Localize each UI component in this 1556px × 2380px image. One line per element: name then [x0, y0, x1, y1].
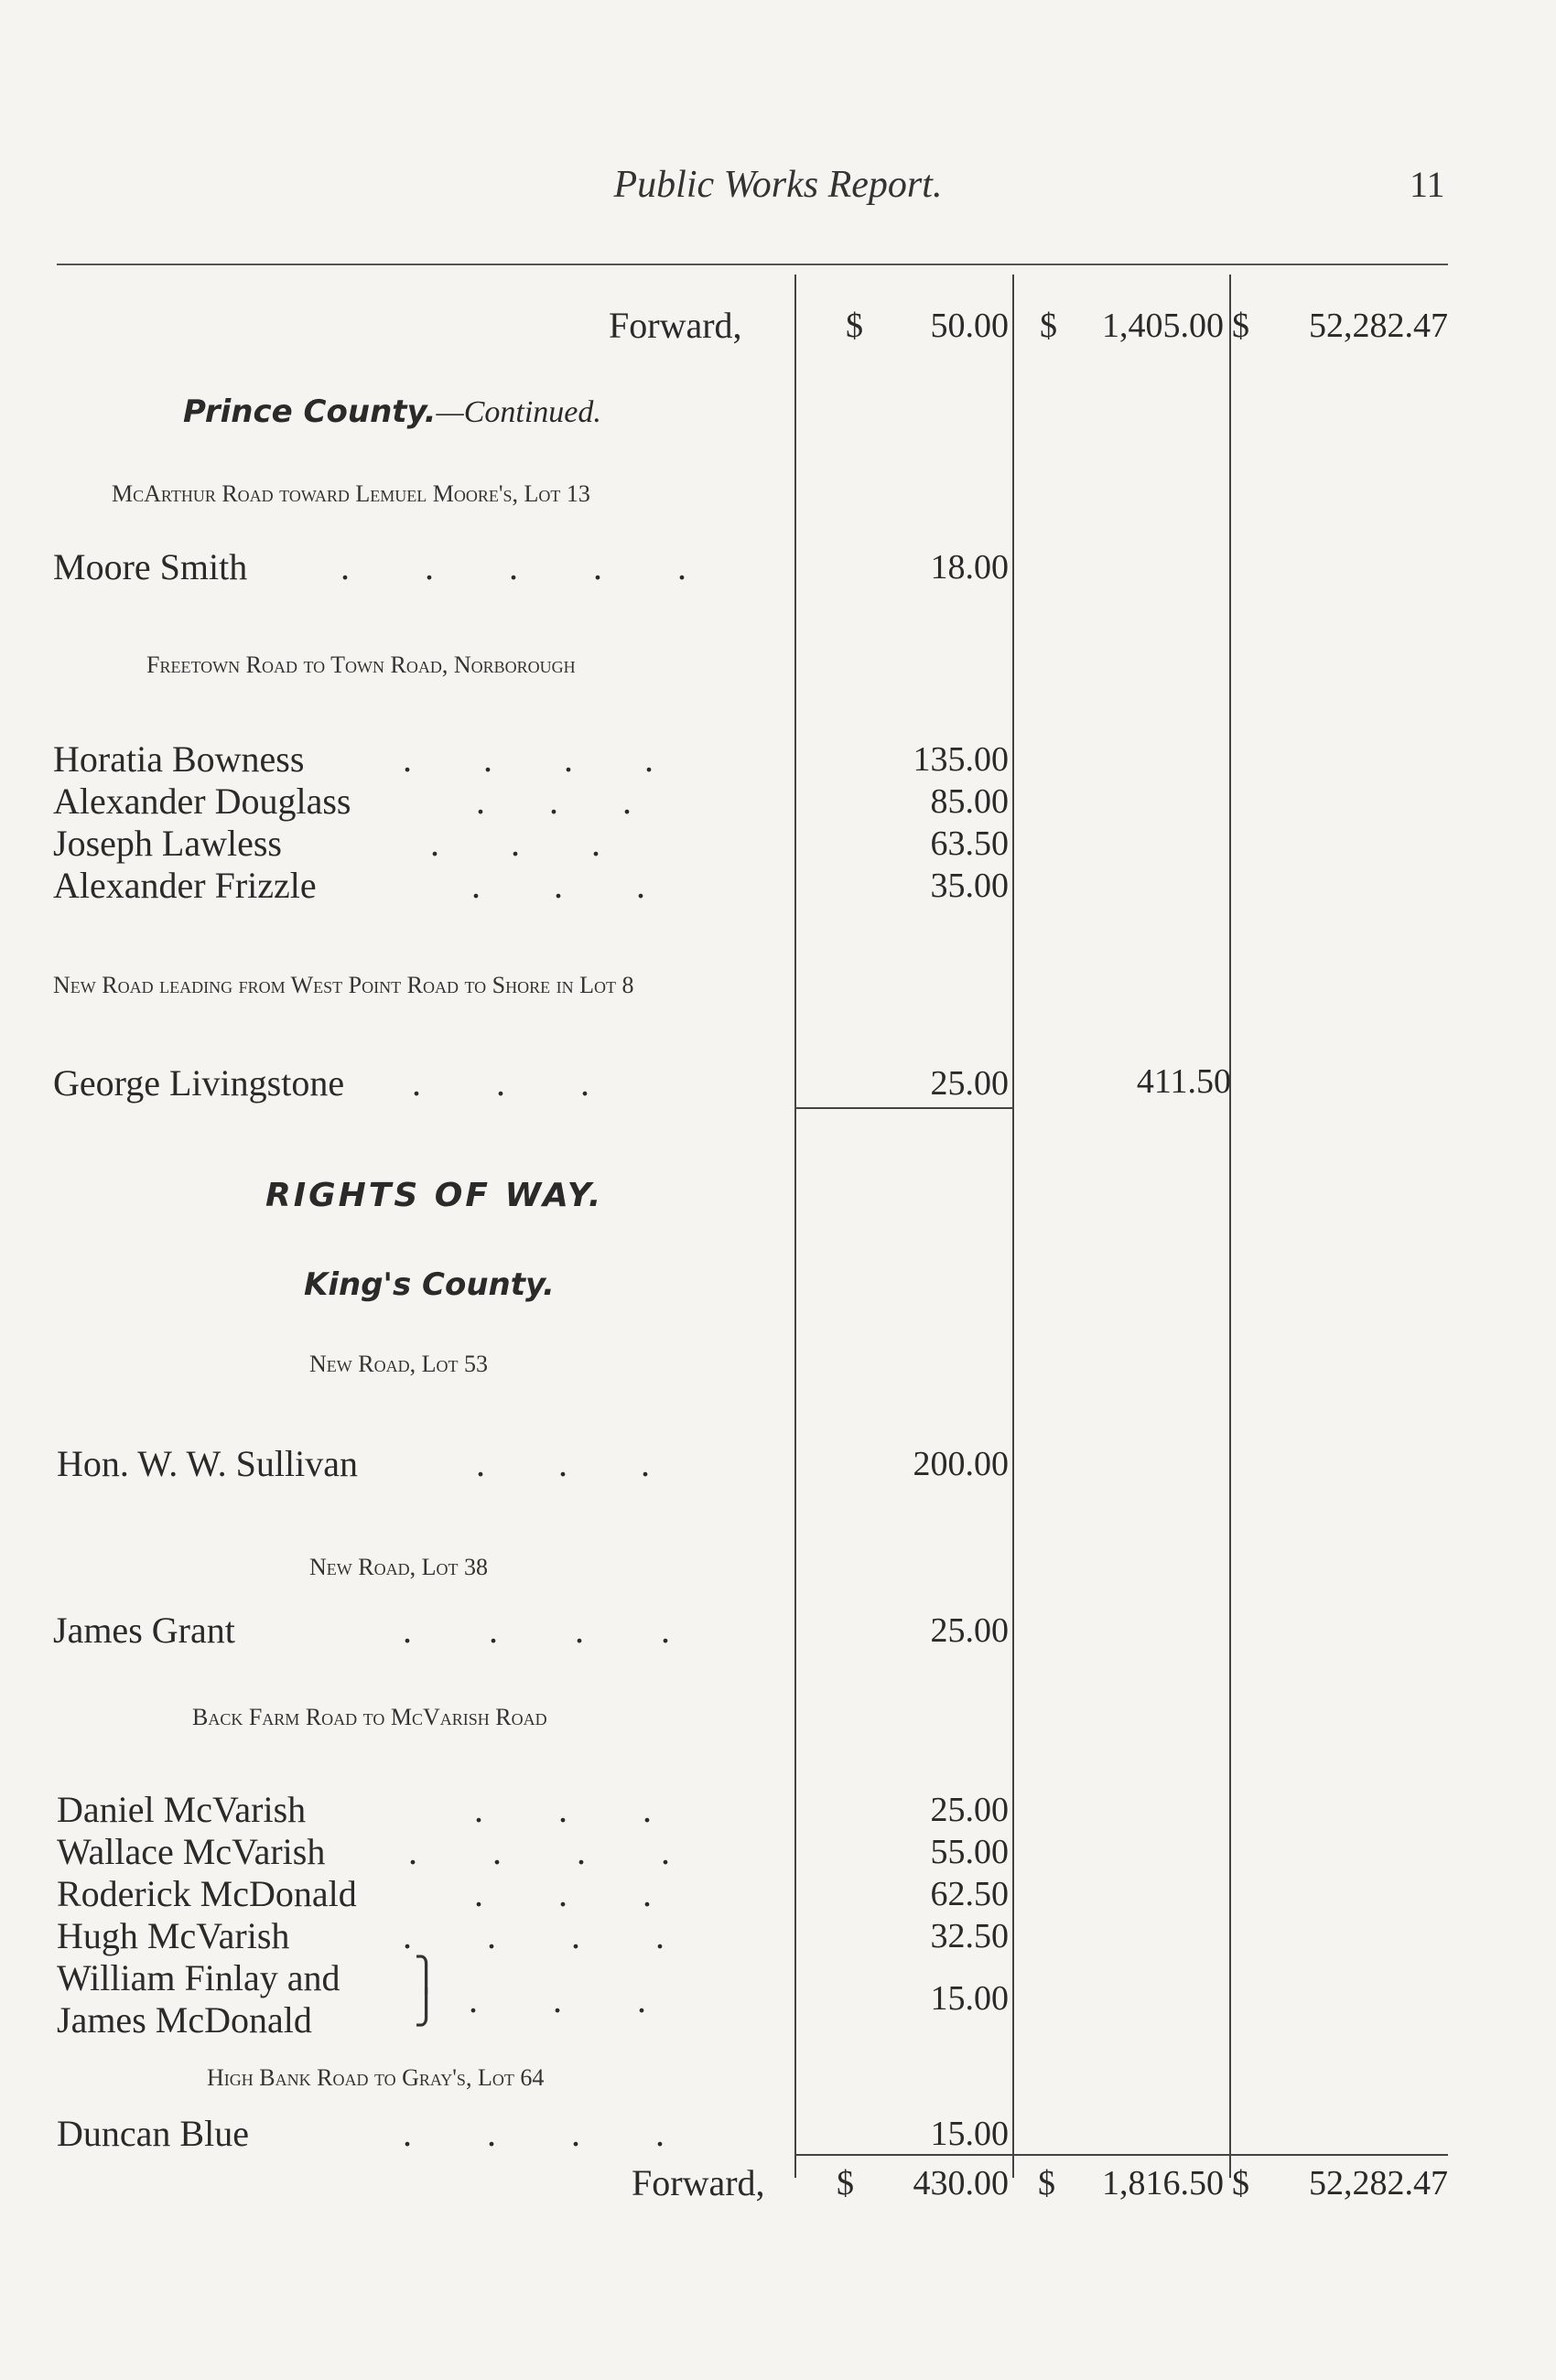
dot-leader: . . . — [471, 865, 645, 906]
dot-leader: . . . . — [403, 738, 654, 780]
dollar-sign: $ — [846, 307, 863, 345]
dot-leader: . . . — [430, 823, 600, 864]
brace-mark: ⎫ ⎭ — [414, 1956, 438, 2026]
payment-amount: 32.50 — [930, 1917, 1009, 1955]
running-title: Public Works Report. — [613, 164, 943, 206]
payment-amount: 35.00 — [930, 867, 1009, 905]
payee-name: James Grant — [53, 1610, 235, 1651]
dot-leader: . . . . — [408, 1831, 670, 1872]
payment-amount: 200.00 — [913, 1445, 1009, 1483]
section-heading: Back Farm Road to McVarish Road — [192, 1704, 547, 1730]
payment-amount: 85.00 — [930, 782, 1009, 821]
payment-amount: 25.00 — [930, 1611, 1009, 1650]
forward-top-col1: 50.00 — [930, 307, 1009, 345]
continued-label: —Continued. — [436, 395, 601, 429]
subtotal-rule — [796, 1107, 1012, 1109]
payee-name: Wallace McVarish — [57, 1831, 326, 1872]
payee-name: Moore Smith — [53, 546, 248, 587]
dot-leader: . . . — [476, 781, 632, 822]
dot-leader: . . . — [474, 1873, 652, 1914]
payment-amount: 25.00 — [930, 1064, 1009, 1103]
header-rule — [57, 264, 1448, 265]
payee-name: Daniel McVarish — [57, 1789, 307, 1830]
dot-leader: . . . — [474, 1789, 652, 1830]
payee-name: William Finlay and — [57, 1957, 340, 1998]
forward-label-bottom: Forward, — [632, 2162, 765, 2203]
payee-name: Roderick McDonald — [57, 1873, 357, 1914]
forward-top-col2: 1,405.00 — [1102, 307, 1224, 345]
page-number: 11 — [1410, 164, 1445, 205]
forward-label-top: Forward, — [609, 305, 742, 346]
payment-amount: 63.50 — [930, 824, 1009, 863]
payment-amount: 25.00 — [930, 1791, 1009, 1829]
payee-name: Hugh McVarish — [57, 1915, 290, 1956]
payee-name: Alexander Douglass — [53, 781, 351, 822]
dollar-sign: $ — [1040, 307, 1057, 345]
total-rule-1 — [796, 2154, 1012, 2156]
column-rule-2 — [1012, 275, 1014, 2178]
payee-name: George Livingstone — [53, 1062, 345, 1104]
payment-amount: 15.00 — [930, 2115, 1009, 2153]
dot-leader: . . . . — [403, 2113, 665, 2154]
payment-amount: 135.00 — [913, 740, 1009, 779]
dot-leader: . . . — [476, 1443, 650, 1484]
section-heading: New Road, Lot 53 — [309, 1351, 488, 1377]
total-rule-2 — [1014, 2154, 1229, 2156]
column-rule-3 — [1229, 275, 1231, 2178]
forward-top-col3: 52,282.47 — [1309, 307, 1448, 345]
payee-name: Joseph Lawless — [53, 823, 282, 864]
payment-amount: 15.00 — [930, 1979, 1009, 2018]
forward-bottom-col2: 1,816.50 — [1102, 2164, 1224, 2202]
section-heading: New Road, Lot 38 — [309, 1554, 488, 1580]
kings-county-heading: King's County. — [304, 1266, 555, 1303]
section-heading: Freetown Road to Town Road, Norborough — [146, 652, 576, 678]
payment-amount: 62.50 — [930, 1875, 1009, 1913]
section-heading: High Bank Road to Gray's, Lot 64 — [207, 2064, 545, 2091]
dot-leader: . . . — [412, 1062, 589, 1104]
dot-leader: . . . . — [403, 1915, 665, 1956]
total-rule-3 — [1231, 2154, 1448, 2156]
subtotal-amount: 411.50 — [1136, 1062, 1231, 1101]
payee-name: James McDonald — [57, 1999, 312, 2041]
payment-amount: 55.00 — [930, 1833, 1009, 1871]
payee-name: Horatia Bowness — [53, 738, 305, 780]
county-name: Prince County. — [183, 393, 437, 430]
rights-of-way-heading: RIGHTS OF WAY. — [265, 1177, 604, 1214]
dollar-sign: $ — [1232, 2164, 1249, 2202]
section-heading: New Road leading from West Point Road to Shore in Lot 8 — [53, 972, 634, 998]
dollar-sign: $ — [837, 2164, 854, 2202]
dot-leader: . . . — [469, 1979, 646, 2020]
payee-name: Alexander Frizzle — [53, 865, 317, 906]
dollar-sign: $ — [1232, 307, 1249, 345]
prince-county-heading — [183, 393, 601, 430]
payment-amount: 18.00 — [930, 548, 1009, 587]
payee-name: Hon. W. W. Sullivan — [57, 1443, 358, 1484]
forward-bottom-col3: 52,282.47 — [1309, 2164, 1448, 2202]
dot-leader: . . . . — [403, 1610, 670, 1651]
section-heading: McArthur Road toward Lemuel Moore's, Lot 13 — [112, 480, 590, 507]
dollar-sign: $ — [1038, 2164, 1055, 2202]
payee-name: Duncan Blue — [57, 2113, 249, 2154]
forward-bottom-col1: 430.00 — [913, 2164, 1009, 2202]
dot-leader: . . . . . — [340, 546, 686, 587]
